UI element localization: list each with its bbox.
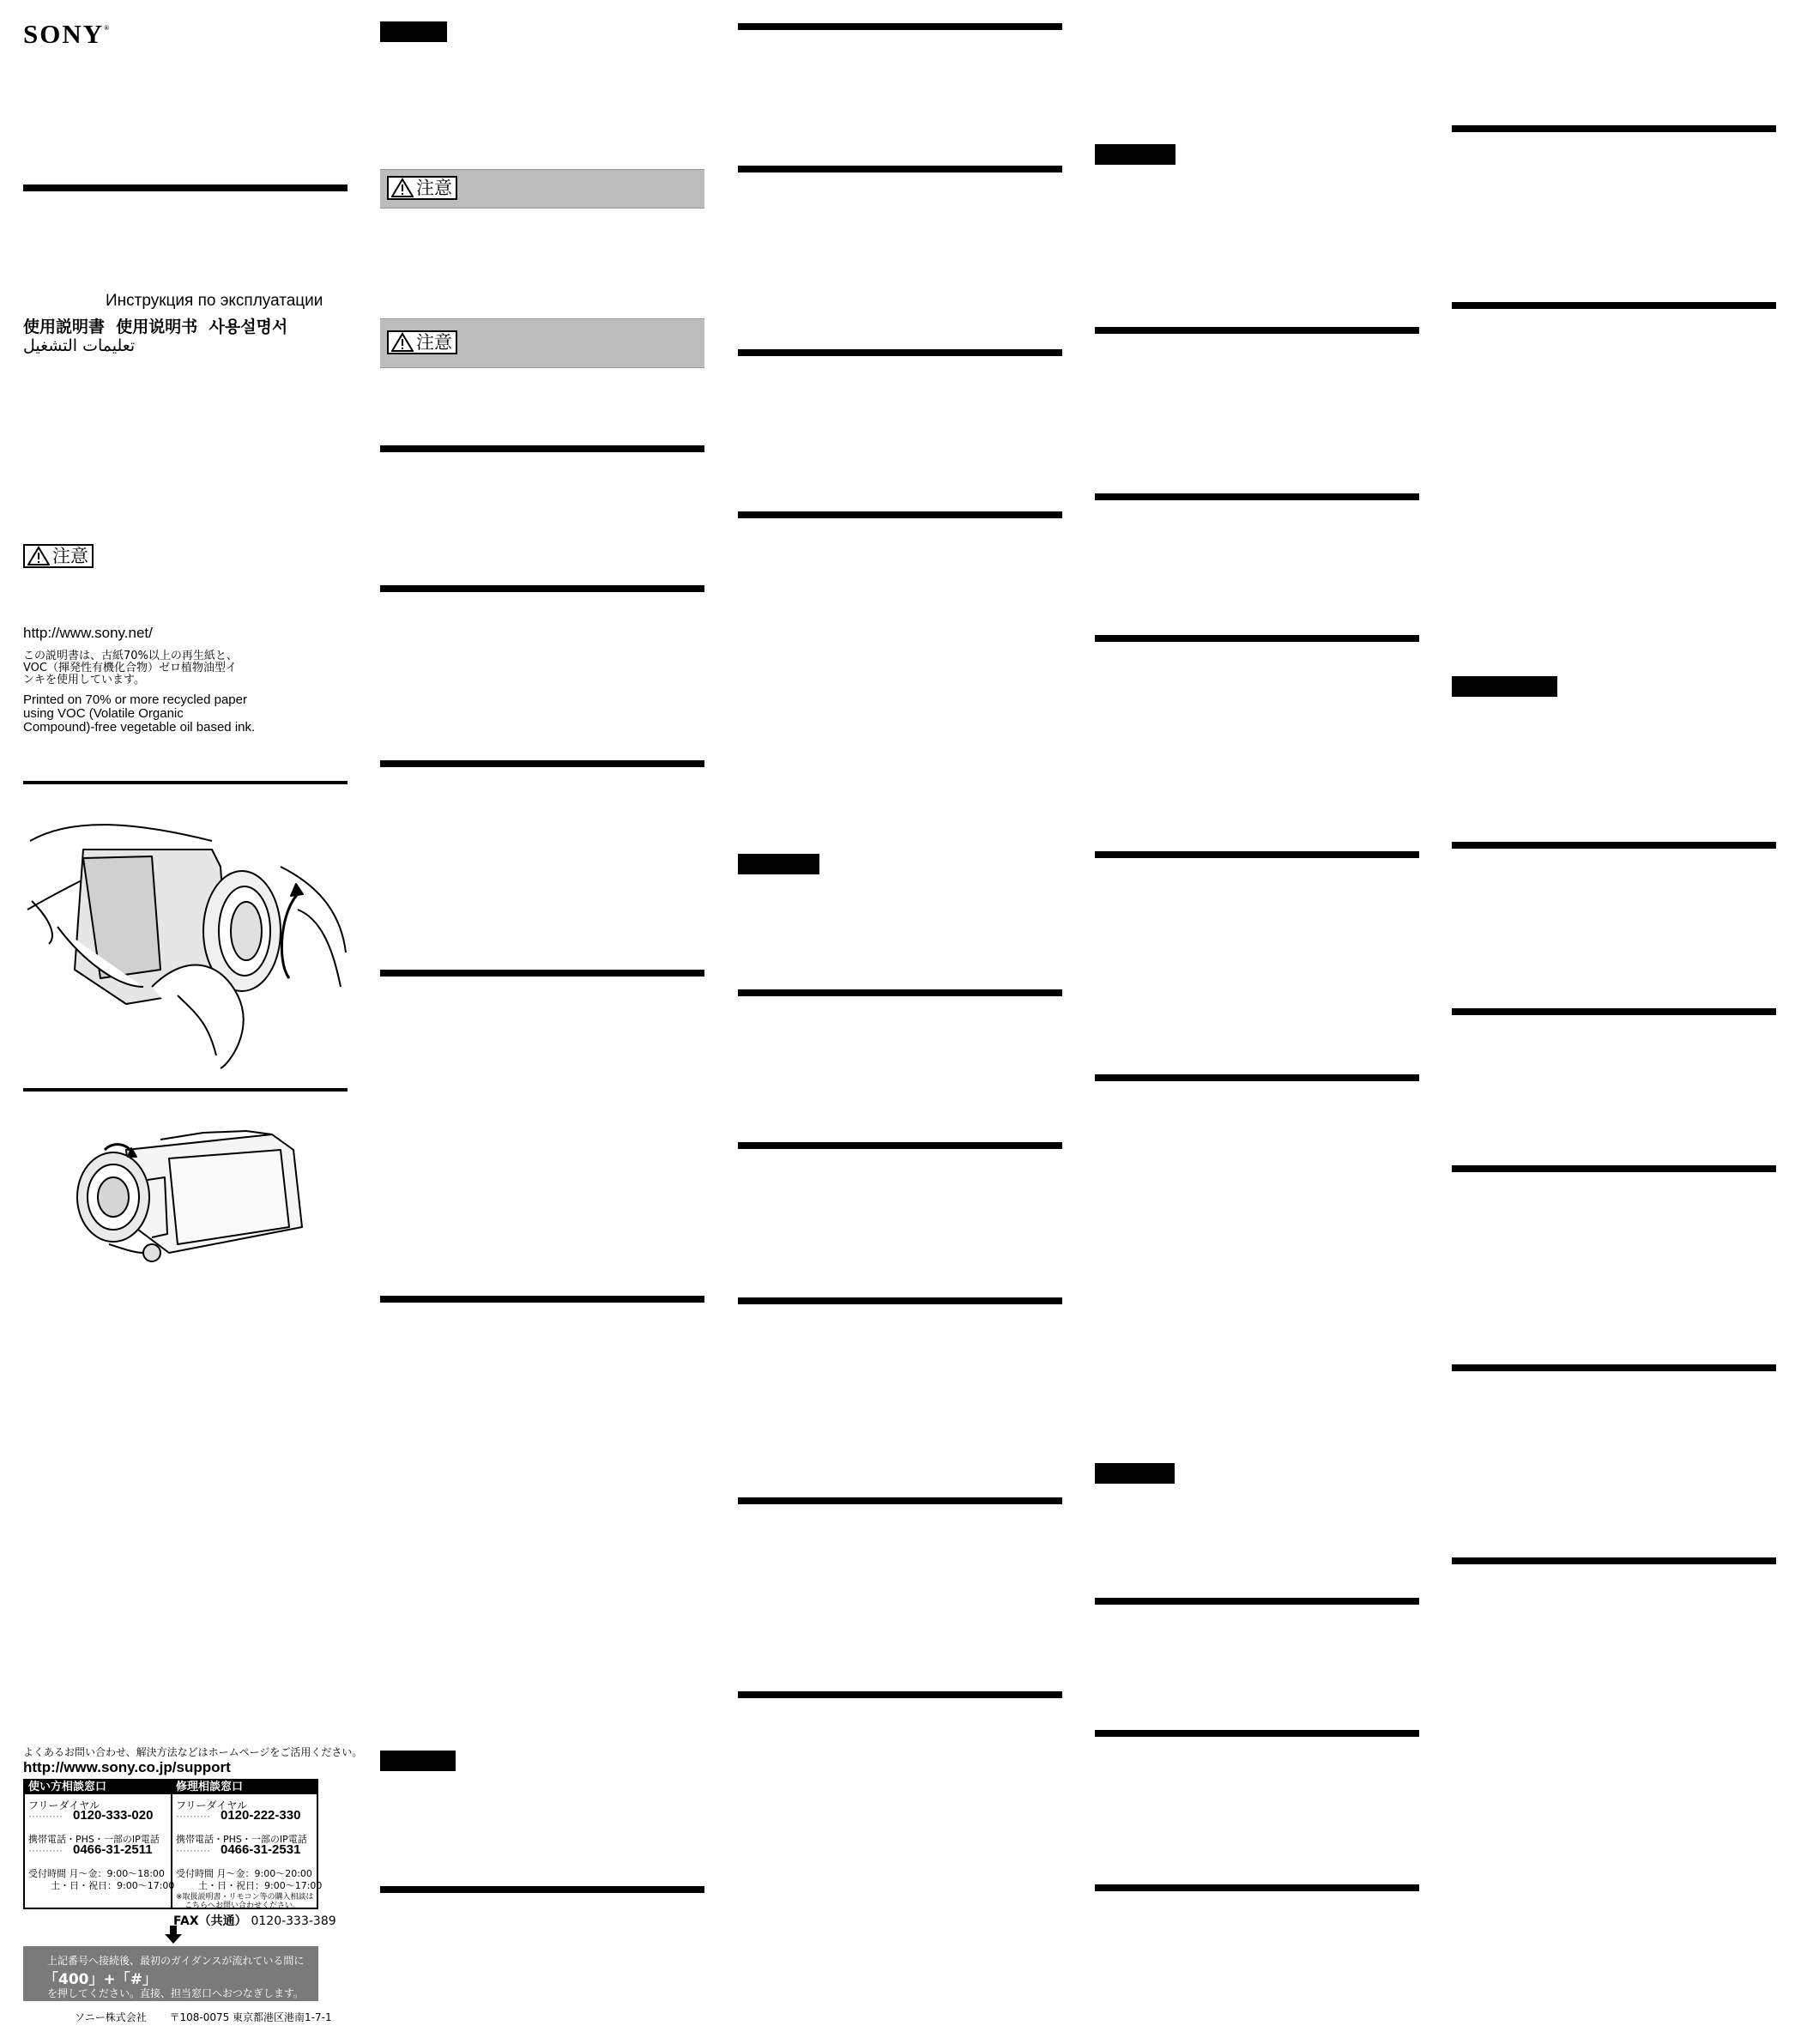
section-rule bbox=[1452, 302, 1776, 309]
column-4 bbox=[1095, 0, 1419, 2044]
section-rule bbox=[738, 1142, 1062, 1149]
title-cjk: 使用説明書 使用说明书 사용설명서 bbox=[23, 317, 288, 336]
section-rule bbox=[738, 1297, 1062, 1304]
section-tag bbox=[738, 854, 819, 874]
section-tag bbox=[1452, 676, 1557, 697]
section-rule bbox=[738, 349, 1062, 356]
title-rule bbox=[23, 184, 348, 191]
guidance-line-3: を押してください。直接、担当窓口へおつなぎします。 bbox=[47, 1987, 304, 1999]
website-link[interactable]: http://www.sony.net/ bbox=[23, 625, 153, 641]
section-rule bbox=[380, 585, 704, 592]
caution-banner-2 bbox=[380, 318, 704, 368]
caution-badge: 注意 bbox=[387, 330, 457, 354]
section-rule bbox=[1452, 1364, 1776, 1371]
figure-rule-1 bbox=[23, 781, 348, 784]
section-rule bbox=[380, 1296, 704, 1303]
section-rule bbox=[738, 989, 1062, 996]
section-rule bbox=[1095, 1598, 1419, 1605]
section-rule bbox=[738, 166, 1062, 172]
support-url[interactable]: http://www.sony.co.jp/support bbox=[23, 1759, 231, 1775]
section-rule bbox=[380, 1886, 704, 1893]
section-rule bbox=[738, 1497, 1062, 1504]
column-2 bbox=[380, 0, 704, 2044]
section-rule bbox=[1095, 1884, 1419, 1891]
section-rule bbox=[1095, 635, 1419, 642]
section-rule bbox=[1452, 842, 1776, 849]
column-3 bbox=[738, 0, 1062, 2044]
figure-rule-2 bbox=[23, 1088, 348, 1092]
support-usage-desk: 使い方相談窓口 フリーダイヤル ·········· 0120-333-020 携帯電話・PHS・一部のIP電話 ·········· 0466-31-2511 受付時間 月～金：9:00～18:00 土・日・祝日：9:00～17:00 bbox=[25, 1781, 172, 1908]
section-rule bbox=[1452, 125, 1776, 132]
title-arabic: تعليمات التشغيل bbox=[23, 336, 136, 355]
support-repair-desk: 修理相談窓口 フリーダイヤル ·········· 0120-222-330 携帯電話・PHS・一部のIP電話 ·········· 0466-31-2531 受付時間 月～金：9:00～20:00 土・日・祝日：9:00～17:00 ※取扱説明書・リモコン等の購入相談は こちらへお問い合わせください。 bbox=[172, 1781, 318, 1908]
column-1 bbox=[23, 0, 363, 2044]
section-rule bbox=[1095, 493, 1419, 500]
section-rule bbox=[738, 1691, 1062, 1698]
caution-badge: 注意 bbox=[23, 544, 94, 568]
section-rule bbox=[380, 970, 704, 977]
recycle-note-english: Printed on 70% or more recycled paper using VOC (Volatile Organic Compound)-free vegetable oil based ink. bbox=[23, 692, 256, 735]
section-rule bbox=[1452, 1557, 1776, 1564]
camcorder-illustration bbox=[75, 1124, 315, 1270]
sony-logo: SONY® bbox=[23, 19, 110, 49]
guidance-box bbox=[23, 1946, 318, 2001]
arrow-down-icon bbox=[164, 1926, 183, 1944]
section-tag bbox=[1095, 1463, 1175, 1484]
title-russian: Инструкция по эксплуатации bbox=[106, 292, 323, 310]
column-5 bbox=[1452, 0, 1776, 2044]
warning-triangle-icon bbox=[391, 332, 414, 353]
section-rule bbox=[1095, 851, 1419, 858]
warning-triangle-icon bbox=[391, 178, 414, 198]
recycle-note-japanese: この説明書は、古紙70%以上の再生紙と、 VOC（揮発性有機化合物）ゼロ植物油型イ ンキを使用しています。 bbox=[23, 650, 238, 686]
section-rule bbox=[738, 23, 1062, 30]
caution-badge: 注意 bbox=[387, 176, 457, 200]
guidance-line-1: 上記番号へ接続後、最初のガイダンスが流れている間に bbox=[47, 1955, 305, 1967]
section-tag bbox=[380, 21, 447, 42]
section-tag bbox=[380, 1751, 456, 1771]
support-phone-table bbox=[23, 1779, 323, 1910]
guidance-keys: 「400」+「#」 bbox=[44, 1971, 157, 1988]
warning-triangle-icon bbox=[27, 546, 50, 566]
company-line: ソニー株式会社 〒108-0075 東京都港区港南1-7-1 bbox=[75, 2011, 332, 2023]
section-rule bbox=[1452, 1008, 1776, 1015]
caution-banner-1 bbox=[380, 169, 704, 209]
section-rule bbox=[1095, 327, 1419, 334]
section-rule bbox=[1452, 1165, 1776, 1172]
section-rule bbox=[380, 760, 704, 767]
section-rule bbox=[738, 511, 1062, 518]
section-rule bbox=[1095, 1074, 1419, 1081]
section-tag bbox=[1095, 144, 1175, 165]
support-intro: よくあるお問い合わせ、解決方法などはホームページをご活用ください。 bbox=[23, 1746, 363, 1758]
section-rule bbox=[1095, 1730, 1419, 1737]
section-rule bbox=[380, 445, 704, 452]
fax-line: FAX（共通） 0120-333-389 bbox=[173, 1914, 336, 1928]
lens-cleaning-illustration bbox=[23, 815, 348, 1073]
